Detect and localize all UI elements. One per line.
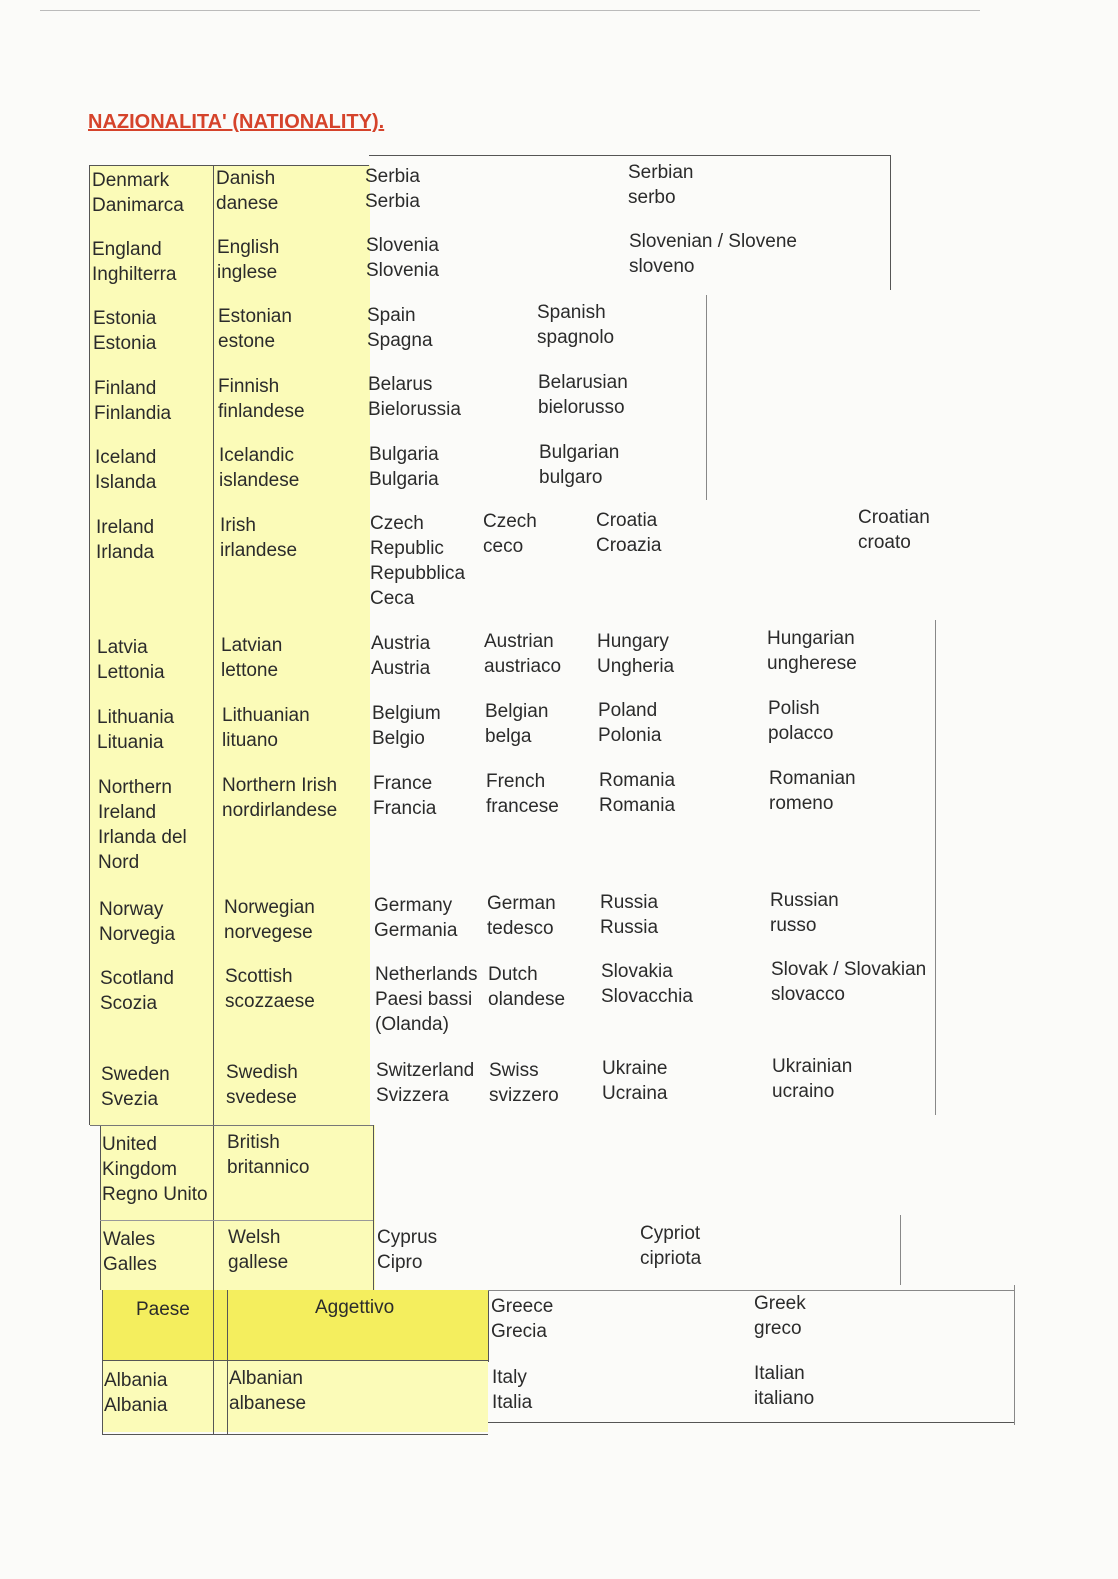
left-adjective-ireland: Irish irlandese [220, 515, 298, 561]
left-adjective-wales: Welsh gallese [228, 1227, 289, 1273]
right-adjective-bulgaria: Bulgarian bulgaro [539, 442, 620, 488]
header-country: Paese [136, 1299, 190, 1320]
right-country-slovakia: Slovakia Slovacchia [601, 961, 693, 1007]
header-adjective: Aggettivo [315, 1297, 395, 1318]
right-country-france: France Francia [373, 773, 437, 819]
right-adjective-spain: Spanish spagnolo [537, 302, 615, 348]
left-country-sweden: Sweden Svezia [101, 1064, 170, 1110]
right-country-netherlands: Netherlands Paesi bassi (Olanda) [375, 964, 478, 1035]
right-country-ukraine: Ukraine Ucraina [602, 1058, 668, 1104]
right-country-slovenia: Slovenia Slovenia [366, 235, 439, 281]
right-country-serbia: Serbia Serbia [365, 166, 420, 212]
right-country-austria: Austria Austria [371, 633, 431, 679]
left-adjective-lithuania: Lithuanian lituano [222, 705, 310, 751]
left-adjective-denmark: Danish danese [216, 168, 279, 214]
left-adjective-england: English inglese [217, 237, 280, 283]
left-adjective-iceland: Icelandic islandese [219, 445, 300, 491]
left-country-finland: Finland Finlandia [94, 378, 172, 424]
right-adjective-france: French francese [486, 771, 559, 817]
right-adjective-czech: Czech ceco [483, 511, 537, 557]
right-country-germany: Germany Germania [374, 895, 458, 941]
left-adjective-sweden: Swedish svedese [226, 1062, 298, 1108]
right-adjective-serbia: Serbian serbo [628, 162, 694, 208]
left-country-lithuania: Lithuania Lituania [97, 707, 175, 753]
left-country-estonia: Estonia Estonia [93, 308, 157, 354]
left-adjective-albania: Albanian albanese [229, 1368, 307, 1414]
right-adjective-switzerland: Swiss svizzero [489, 1060, 559, 1106]
right-adjective-austria: Austrian austriaco [484, 631, 562, 677]
left-adjective-scotland: Scottish scozzaese [225, 966, 315, 1012]
page-title: NAZIONALITA' (NATIONALITY). [88, 111, 385, 133]
right-adjective-netherlands: Dutch olandese [488, 964, 566, 1010]
left-country-denmark: Denmark Danimarca [92, 170, 184, 216]
right-country-bulgaria: Bulgaria Bulgaria [369, 444, 439, 490]
right-country-hungary: Hungary Ungheria [597, 631, 675, 677]
left-adjective-estonia: Estonian estone [218, 306, 292, 352]
right-adjective-germany: German tedesco [487, 893, 556, 939]
right-adjective-belgium: Belgian belga [485, 701, 549, 747]
right-adjective-greece: Greek greco [754, 1293, 806, 1339]
right-adjective-croatia: Croatian croato [858, 507, 930, 553]
left-country-united-kingdom: United Kingdom Regno Unito [102, 1134, 208, 1205]
left-adjective-finland: Finnish finlandese [218, 376, 305, 422]
right-adjective-ukraine: Ukrainian ucraino [772, 1056, 853, 1102]
left-country-england: England Inghilterra [92, 239, 177, 285]
left-country-scotland: Scotland Scozia [100, 968, 174, 1014]
right-adjective-cyprus: Cypriot cipriota [640, 1223, 702, 1269]
right-country-czech-republic: Czech Republic Repubblica Ceca [370, 513, 466, 609]
right-adjective-slovenia: Slovenian / Slovene sloveno [629, 231, 797, 277]
right-country-belgium: Belgium Belgio [372, 703, 441, 749]
right-adjective-slovakia: Slovak / Slovakian slovacco [771, 959, 927, 1005]
left-country-wales: Wales Galles [103, 1229, 157, 1275]
left-country-latvia: Latvia Lettonia [97, 637, 165, 683]
left-adjective-northern-ireland: Northern Irish nordirlandese [222, 775, 338, 821]
right-adjective-italy: Italian italiano [754, 1363, 815, 1409]
right-adjective-hungary: Hungarian ungherese [767, 628, 857, 674]
left-adjective-latvia: Latvian lettone [221, 635, 283, 681]
left-country-northern-ireland: Northern Ireland Irlanda del Nord [98, 777, 187, 873]
right-country-spain: Spain Spagna [367, 305, 433, 351]
right-country-greece: Greece Grecia [491, 1296, 554, 1342]
left-adjective-norway: Norwegian norvegese [224, 897, 315, 943]
right-country-poland: Poland Polonia [598, 700, 662, 746]
right-adjective-poland: Polish polacco [768, 698, 834, 744]
right-country-russia: Russia Russia [600, 892, 659, 938]
right-country-cyprus: Cyprus Cipro [377, 1227, 438, 1273]
left-country-albania: Albania Albania [104, 1370, 168, 1416]
right-country-croatia: Croatia Croazia [596, 510, 662, 556]
right-country-switzerland: Switzerland Svizzera [376, 1060, 475, 1106]
right-adjective-belarus: Belarusian bielorusso [538, 372, 628, 418]
right-adjective-romania: Romanian romeno [769, 768, 856, 814]
right-country-italy: Italy Italia [492, 1367, 533, 1413]
left-country-norway: Norway Norvegia [99, 899, 176, 945]
right-adjective-russia: Russian russo [770, 890, 839, 936]
right-country-romania: Romania Romania [599, 770, 676, 816]
left-country-ireland: Ireland Irlanda [96, 517, 155, 563]
right-country-belarus: Belarus Bielorussia [368, 374, 461, 420]
left-adjective-united-kingdom: British britannico [227, 1132, 310, 1178]
left-country-iceland: Iceland Islanda [95, 447, 157, 493]
